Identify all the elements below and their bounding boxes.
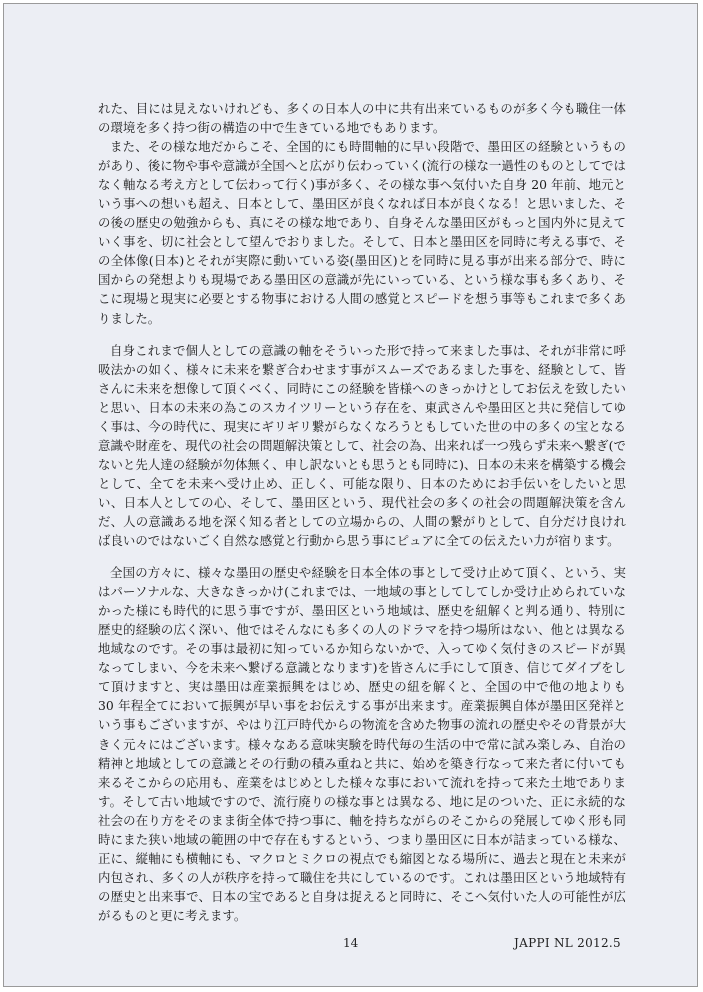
publication-label: JAPPI NL 2012.5 bbox=[514, 936, 621, 950]
paragraph-1: れた、目には見えないけれども、多くの日本人の中に共有出来ているものが多く今も職住一体の環境を多く持つ街の構造の中で生きている地でもあります。 bbox=[98, 101, 626, 136]
page-frame bbox=[3, 3, 698, 987]
paragraph-3: 自身これまで個人としての意識の軸をそういった形で持って来ました事は、それが非常に呼吸法かの如く、様々に未来を繋ぎ合わせます事がスムーズであるました事を、経験として、皆さんに未来を想像して頂くべく、同時にこの経験を皆様へのきっかけとしてお伝えを致したいと思い、日本の未来の為このスカイツリーという存在を、東武さんや墨田区と共に発信してゆく事は、今の時代に、現実にギリギリ繋がらなくなろうともしていた世の中の多くの宝となる意識や財産を、現代の社会の問題解決策として、社会の為、出来れば一つ残らず未来へ繋ぎ(でないと先人達の経験が勿体無く、申し訳ないとも思うとも同時に)、日本の未来を構築する機会として、全てを未来へ受け止め、正しく、可能な限り、日本のためにお手伝いをしたいと思い、日本人としての心、そして、墨田区という、現代社会の多くの社会の問題解決策を含んだ、人の意識ある地を深く知る者としての立場からの、人間の繋がりとして、自分だけ良ければ良いのではないごく自然な感覚と行動から思う事にピュアに全ての伝えたい力が宿ります。 bbox=[98, 342, 626, 549]
page-number: 14 bbox=[343, 936, 359, 950]
body-text bbox=[98, 99, 626, 925]
paragraph-2: また、その様な地だからこそ、全国的にも時間軸的に早い段階で、墨田区の経験というものがあり、後に物や事や意識が全国へと広がり伝わっていく(流行の様な一過性のものとしてではなく軸なる考え方として伝わって行く)事が多く、その様な事へ気付いた自身 20 年前、地元という事への想いも超え、日本として、墨田区が良くなれば日本が良くなる！と思いました、その後の歴史の勉強からも、真にその様な地であり、自身そんな墨田区がもっと国内外に見えていく事を、切に社会として望んでおりました。そして、日本と墨田区を同時に考える事で、その全体像(日本)とそれが実際に動いている姿(墨田区)とを同時に見る事が出来る部分で、時に国からの発想よりも現場である墨田区の意識が先にいっている、という様な事も多くあり、そこに現場と現実に必要とする物事における人間の感覚とスピードを想う事等もこれまで多くありました。 bbox=[98, 139, 626, 326]
paragraph-4: 全国の方々に、様々な墨田の歴史や経験を日本全体の事として受け止めて頂く、という、実はパーソナルな、大きなきっかけ(これまでは、一地域の事としてしてしか受け止められていなかった様にも時代的に思う事ですが、墨田区という地域は、歴史を紐解くと判る通り、特別に歴史的経験の広く深い、他ではそんなにも多くの人のドラマを持つ場所はない、他とは異なる地域なのです。その事は最初に知っているか知らないかで、入ってゆく気付きのスピードが異なってしまい、今を未来へ繋げる意識となります)を皆さんに手にして頂き、信じてダイブをして頂けますと、実は墨田は産業振興をはじめ、歴史の紐を解くと、全国の中で他の地よりも 30 年程全てにおいて振興が早い事をお伝えする事が出来ます。産業振興自体が墨田区発祥という事もございますが、やはり江戸時代からの物流を含めた物事の流れの歴史やその背景が大きく元々にはございます。様々なある意味実験を時代毎の生活の中で常に試み楽しみ、自治の精神と地域としての意識とその行動の積み重ねと共に、始めを築き行なって来た者に付いても来るそこからの応用も、産業をはじめとした様々な事において流れを持って来た土地であります。そして古い地域ですので、流行廃りの様な事とは異なる、地に足のついた、正に永続的な社会の在り方をそのまま街全体で持つ事に、軸を持ちながらのそこからの発展してゆく形も同時にまた狭い地域の範囲の中で存在もするという、つまり墨田区に日本が詰まっている様な、正に、縦軸にも横軸にも、マクロとミクロの視点でも縮図となる場所に、過去と現在と未来が内包され、多くの人が秩序を持って職住を共にしているのです。これは墨田区という地域特有の歴史と出来事で、日本の宝であると自身は捉えると同時に、そこへ気付いた人の可能性が広がるものと更に考えます。 bbox=[98, 565, 626, 923]
